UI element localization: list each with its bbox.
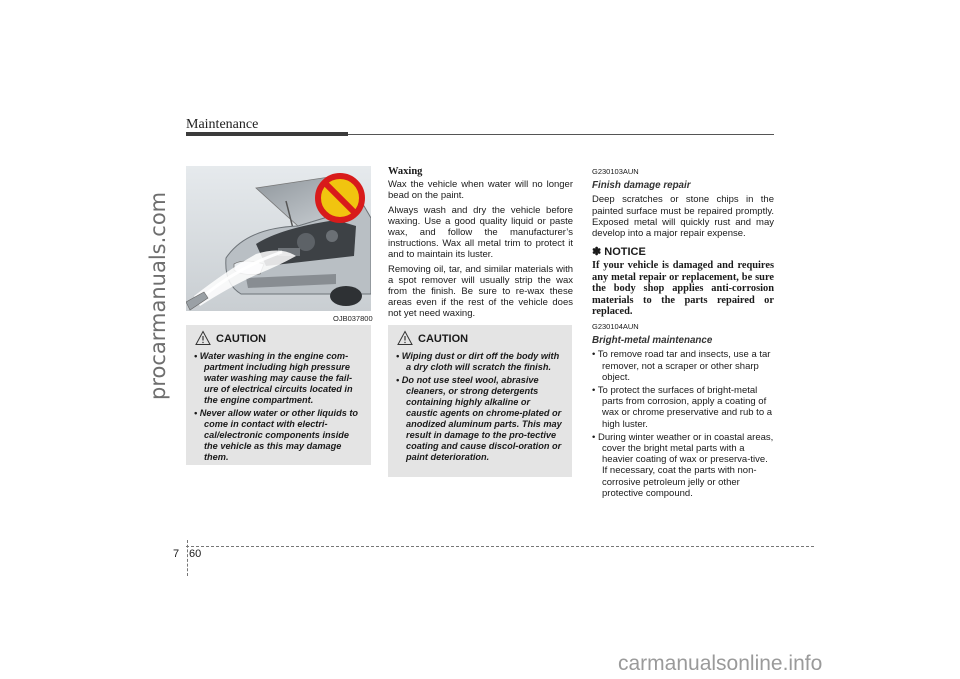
caution-box-wiping [388,325,572,477]
waxing-section [388,166,573,323]
notice-heading: ✽ NOTICE [592,246,646,259]
section-title: Maintenance [186,117,259,132]
finish-damage-body: Deep scratches or stone chips in the painted surface must be repaired promptly. Exposed metal will quickly rust and may develop into a major repair expense. [592,194,774,240]
header-rule-dark [186,132,348,136]
caution-item: • Never allow water or other liquids to come in contact with electri-cal/electronic components inside the vehicle as this may damage them. [194,408,359,462]
waxing-paragraph: Removing oil, tar, and similar materials with a spot remover will usually strip the wax from the finish. Be sure to re-wax these areas even if the rest of the vehicle does not yet need waxing. [388,263,573,320]
bright-metal-list [592,349,774,499]
warning-triangle-icon [195,330,211,346]
caution-item: • Wiping dust or dirt off the body with a dry cloth will scratch the finish. [396,351,560,372]
bright-metal-item: • To remove road tar and insects, use a tar remover, not a scraper or other sharp object. [592,349,771,383]
caution-box-engine-washing [186,325,371,465]
engine-wash-illustration [186,166,371,311]
bright-metal-item: • During winter weather or in coastal areas, cover the bright metal parts with a heavier coating of wax or preserva-tive. If necessary, coat the parts with non-corrosive petroleum jelly or other protective compound. [592,431,774,499]
caution-item: • Do not use steel wool, abrasive cleaners, or strong detergents containing highly alkaline or caustic agents on chrome-plated or anodized aluminum parts. This may result in damage to the pro-tective coating and cause discol-oration or paint deterioration. [396,375,562,462]
page-number: 60 [189,548,202,560]
bright-metal-heading: Bright-metal maintenance [592,335,713,347]
caution-list [194,351,363,465]
footer-rule [186,546,814,547]
caution-list [396,351,564,465]
image-code: OJB037800 [333,314,373,323]
section-code: G230103AUN [592,167,639,176]
right-column [592,166,774,501]
finish-damage-heading: Finish damage repair [592,180,691,192]
bright-metal-item: • To protect the surfaces of bright-metal parts from corrosion, apply a coating of wax or chrome preservative and rub to a high luster. [592,384,773,430]
header-rule-thin [348,134,774,135]
warning-triangle-icon [397,330,413,346]
chapter-number: 7 [173,548,180,560]
notice-body: If your vehicle is damaged and requires any metal repair or replacement, be sure the body shop applies anti-corrosion materials to the parts repaired or replaced. [592,260,774,318]
waxing-paragraph: Wax the vehicle when water will no longer bead on the paint. [388,179,573,202]
waxing-heading: Waxing [388,166,423,177]
caution-item: • Water washing in the engine com-partment including high pressure water washing may cause the fail-ure of electrical circuits located in the engine compartment. [194,351,353,405]
watermark-carmanualsonline: carmanualsonline.info [618,652,823,675]
waxing-paragraph: Always wash and dry the vehicle before waxing. Use a good quality liquid or paste wax, and follow the manufacturer’s instructions. Wax all metal trim to protect it and to maintain its luster. [388,204,573,261]
caution-title: CAUTION [418,333,469,345]
footer-separator [187,540,188,576]
caution-title: CAUTION [216,333,267,345]
prohibition-icon [314,172,366,224]
section-code: G230104AUN [592,321,639,331]
watermark-procarmanuals: procarmanuals.com [146,191,170,400]
